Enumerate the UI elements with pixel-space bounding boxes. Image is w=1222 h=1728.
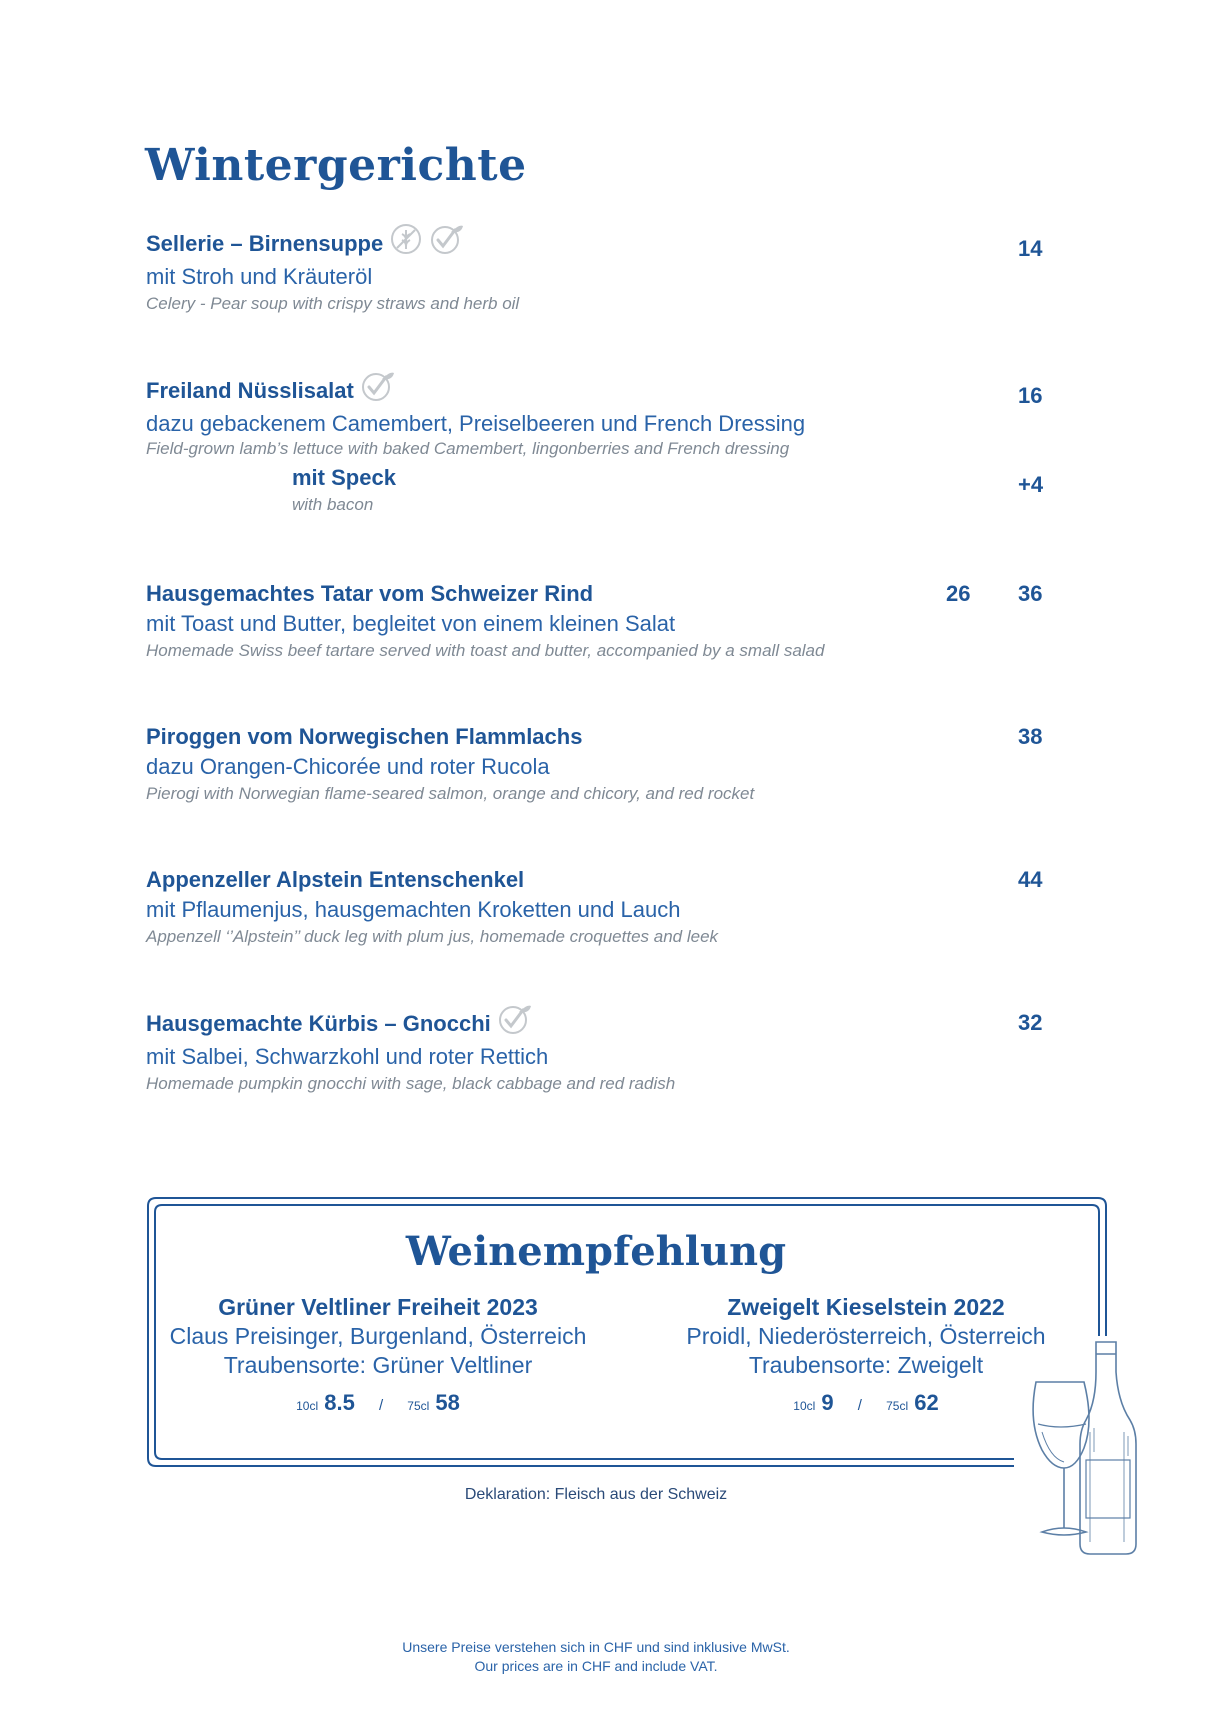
footer-line-de: Unsere Preise verstehen sich in CHF und sind inklusive MwSt. xyxy=(402,1639,790,1655)
menu-item xyxy=(146,375,1056,517)
addon-name: mit Speck xyxy=(292,465,396,490)
vegetarian-icon xyxy=(429,222,465,256)
wine-producer: Proidl, Niederösterreich, Österreich xyxy=(686,1323,1046,1349)
dish-description-en: Celery - Pear soup with crispy straws and herb oil xyxy=(146,294,520,313)
dish-price: 16 xyxy=(1018,383,1043,408)
dish-price: 38 xyxy=(1018,724,1043,749)
dish-description-en: Field-grown lamb’s lettuce with baked Camembert, lingonberries and French dressing xyxy=(146,439,790,458)
glass-size: 10cl xyxy=(296,1399,319,1413)
wine-prices xyxy=(158,1390,598,1416)
wine-name: Grüner Veltliner Freiheit 2023 xyxy=(218,1294,538,1320)
menu-item xyxy=(146,865,1056,949)
wine-producer: Claus Preisinger, Burgenland, Österreich xyxy=(169,1323,587,1349)
dish-name: Piroggen vom Norwegischen Flammlachs xyxy=(146,724,583,749)
bottle-size: 75cl xyxy=(886,1399,909,1413)
dish-name: Sellerie – Birnensuppe xyxy=(146,230,384,256)
dish-price: 36 xyxy=(1018,581,1043,606)
wine-bottle-icon xyxy=(1080,1342,1136,1554)
wine-name: Zweigelt Kieselstein 2022 xyxy=(727,1294,1005,1320)
dish-description-en: Pierogi with Norwegian flame-seared salmon, orange and chicory, and red rocket xyxy=(146,784,755,803)
menu-item xyxy=(146,579,1056,663)
menu-item xyxy=(146,1008,1056,1096)
page-title: Wintergerichte xyxy=(145,140,527,191)
dish-price: 32 xyxy=(1018,1010,1043,1035)
bottle-price: 58 xyxy=(435,1390,460,1415)
dish-price-small: 26 xyxy=(946,581,971,606)
bottle-price: 62 xyxy=(914,1390,939,1415)
menu-item xyxy=(146,722,1056,806)
wine-grape: Traubensorte: Zweigelt xyxy=(748,1352,984,1378)
dish-description-en: Homemade pumpkin gnocchi with sage, black cabbage and red radish xyxy=(146,1074,676,1093)
dish-description-de: mit Pflaumenjus, hausgemachten Kroketten und Lauch xyxy=(146,897,681,922)
gluten-free-icon xyxy=(389,222,423,256)
dish-price: 44 xyxy=(1018,867,1043,892)
declaration-note: Deklaration: Fleisch aus der Schweiz xyxy=(464,1486,728,1503)
price-separator: / xyxy=(378,1397,384,1414)
wine-card xyxy=(158,1292,598,1416)
dish-description-de: mit Salbei, Schwarzkohl und roter Rettich xyxy=(146,1044,549,1069)
dish-description-de: mit Stroh und Kräuteröl xyxy=(146,264,373,289)
dish-name: Hausgemachte Kürbis – Gnocchi xyxy=(146,1010,491,1036)
footer-note xyxy=(146,1638,1046,1676)
wine-grape: Traubensorte: Grüner Veltliner xyxy=(223,1352,533,1378)
wine-illustration xyxy=(1020,1332,1140,1562)
dish-addon xyxy=(292,463,1056,517)
dish-description-de: dazu gebackenem Camembert, Preiselbeeren und French Dressing xyxy=(146,411,806,436)
glass-size: 10cl xyxy=(793,1399,816,1413)
dish-description-de: dazu Orangen-Chicorée und roter Rucola xyxy=(146,754,550,779)
dish-description-en: Appenzell ‘’Alpstein’’ duck leg with plum jus, homemade croquettes and leek xyxy=(146,927,719,946)
dish-name: Freiland Nüsslisalat xyxy=(146,377,354,403)
addon-description-en: with bacon xyxy=(292,495,374,514)
dish-description-en: Homemade Swiss beef tartare served with toast and butter, accompanied by a small salad xyxy=(146,641,825,660)
dish-description-de: mit Toast und Butter, begleitet von einem kleinen Salat xyxy=(146,611,676,636)
addon-price: +4 xyxy=(1018,472,1044,497)
vegetarian-icon xyxy=(497,1002,533,1036)
vegetarian-icon xyxy=(360,369,396,403)
dish-price: 14 xyxy=(1018,236,1043,261)
wine-section-title: Weinempfehlung xyxy=(405,1228,787,1275)
glass-price: 9 xyxy=(821,1390,834,1415)
dish-name: Appenzeller Alpstein Entenschenkel xyxy=(146,867,525,892)
bottle-size: 75cl xyxy=(407,1399,430,1413)
dish-name: Hausgemachtes Tatar vom Schweizer Rind xyxy=(146,581,594,606)
price-separator: / xyxy=(857,1397,862,1414)
menu-item xyxy=(146,228,1056,316)
footer-line-en: Our prices are in CHF and include VAT. xyxy=(474,1658,718,1674)
glass-price: 8.5 xyxy=(324,1390,355,1415)
